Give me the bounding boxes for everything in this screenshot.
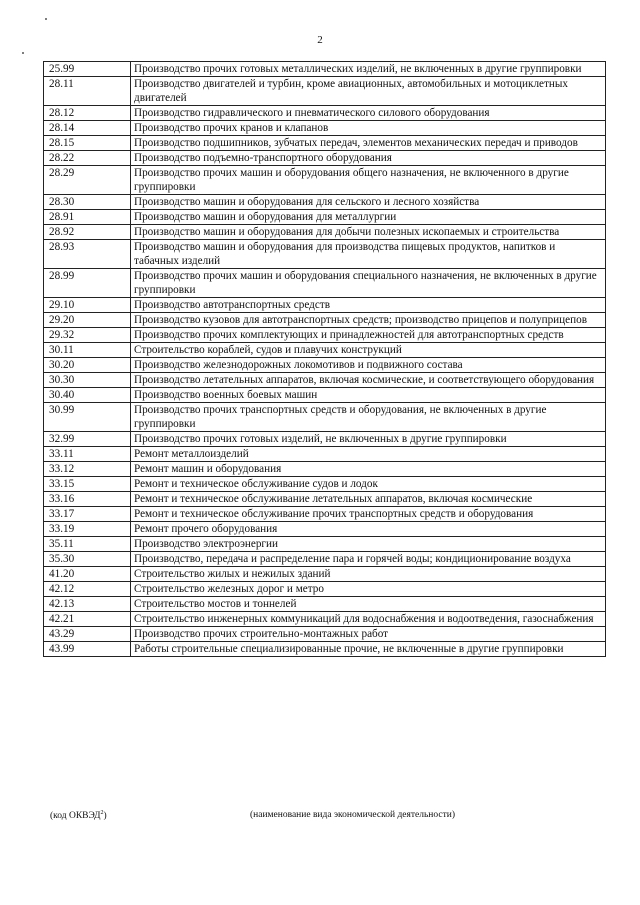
activity-name: Производство прочих готовых изделий, не включенных в другие группировки: [131, 432, 606, 447]
okved-code-caption-end: ): [103, 811, 107, 822]
table-row: [44, 298, 606, 313]
okved-code: 43.99: [44, 642, 131, 657]
table-row: [44, 582, 606, 597]
okved-code: 28.22: [44, 151, 131, 166]
page-number: 2: [317, 34, 323, 46]
activity-name: Производство прочих машин и оборудования специального назначения, не включенных в другие группировки: [131, 269, 606, 298]
activity-name: Производство машин и оборудования для сельского и лесного хозяйства: [131, 195, 606, 210]
okved-code: 42.21: [44, 612, 131, 627]
table-row: [44, 388, 606, 403]
table-row: [44, 522, 606, 537]
okved-code: 30.40: [44, 388, 131, 403]
okved-code: 29.20: [44, 313, 131, 328]
activity-name: Производство двигателей и турбин, кроме авиационных, автомобильных и мотоциклетных двигателей: [131, 77, 606, 106]
table-row: [44, 627, 606, 642]
table-row: [44, 106, 606, 121]
table-row: [44, 166, 606, 195]
table-row: [44, 567, 606, 582]
okved-code: 28.14: [44, 121, 131, 136]
okved-code: 33.17: [44, 507, 131, 522]
okved-code: 28.12: [44, 106, 131, 121]
table-row: [44, 447, 606, 462]
okved-code-caption: [50, 810, 107, 821]
activity-name: Ремонт прочего оборудования: [131, 522, 606, 537]
table-row: [44, 507, 606, 522]
table-row: [44, 477, 606, 492]
okved-code: 25.99: [44, 62, 131, 77]
okved-code: 35.30: [44, 552, 131, 567]
activity-name: Производство железнодорожных локомотивов и подвижного состава: [131, 358, 606, 373]
table-row: [44, 373, 606, 388]
activity-name-caption: (наименование вида экономической деятельности): [250, 810, 455, 820]
activity-name: Производство прочих готовых металлических изделий, не включенных в другие группировки: [131, 62, 606, 77]
table-row: [44, 62, 606, 77]
table-row: [44, 225, 606, 240]
scan-speck: [22, 52, 24, 54]
activity-name: Производство автотранспортных средств: [131, 298, 606, 313]
activity-name: Производство прочих кранов и клапанов: [131, 121, 606, 136]
okved-code: 35.11: [44, 537, 131, 552]
okved-code: 33.12: [44, 462, 131, 477]
table-row: [44, 210, 606, 225]
okved-code: 33.11: [44, 447, 131, 462]
table-row: [44, 403, 606, 432]
table-row: [44, 642, 606, 657]
okved-code: 30.30: [44, 373, 131, 388]
okved-code: 28.93: [44, 240, 131, 269]
activity-name: Производство прочих машин и оборудования общего назначения, не включенного в другие группировки: [131, 166, 606, 195]
footnote-mark: 2: [100, 810, 104, 816]
activity-name: Производство гидравлического и пневматического силового оборудования: [131, 106, 606, 121]
activity-name: Строительство кораблей, судов и плавучих конструкций: [131, 343, 606, 358]
activity-name: Ремонт и техническое обслуживание прочих транспортных средств и оборудования: [131, 507, 606, 522]
okved-code: 28.11: [44, 77, 131, 106]
activity-name: Строительство мостов и тоннелей: [131, 597, 606, 612]
okved-code: 28.92: [44, 225, 131, 240]
activity-name: Производство подшипников, зубчатых передач, элементов механических передач и приводов: [131, 136, 606, 151]
activity-name: Производство кузовов для автотранспортных средств; производство прицепов и полуприцепов: [131, 313, 606, 328]
okved-code: 28.91: [44, 210, 131, 225]
okved-code: 43.29: [44, 627, 131, 642]
table-row: [44, 240, 606, 269]
activity-name: Работы строительные специализированные прочие, не включенные в другие группировки: [131, 642, 606, 657]
okved-code: 30.11: [44, 343, 131, 358]
table-row: [44, 328, 606, 343]
okved-table-body: [44, 62, 606, 657]
table-row: [44, 195, 606, 210]
okved-code: 28.29: [44, 166, 131, 195]
okved-code: 33.15: [44, 477, 131, 492]
activity-name: Строительство инженерных коммуникаций для водоснабжения и водоотведения, газоснабжения: [131, 612, 606, 627]
activity-name: Производство машин и оборудования для добычи полезных ископаемых и строительства: [131, 225, 606, 240]
okved-code: 41.20: [44, 567, 131, 582]
activity-name: Строительство железных дорог и метро: [131, 582, 606, 597]
table-row: [44, 77, 606, 106]
activity-name: Производство летательных аппаратов, включая космические, и соответствующего оборудования: [131, 373, 606, 388]
activity-name: Производство военных боевых машин: [131, 388, 606, 403]
activity-name: Производство прочих комплектующих и принадлежностей для автотранспортных средств: [131, 328, 606, 343]
activity-name: Производство прочих строительно-монтажных работ: [131, 627, 606, 642]
table-row: [44, 462, 606, 477]
okved-code: 32.99: [44, 432, 131, 447]
okved-code-caption-text: (код ОКВЭД: [50, 811, 101, 822]
activity-name: Производство прочих транспортных средств и оборудования, не включенных в другие группировки: [131, 403, 606, 432]
table-row: [44, 358, 606, 373]
activity-name: Ремонт и техническое обслуживание летательных аппаратов, включая космические: [131, 492, 606, 507]
activity-name: Ремонт и техническое обслуживание судов и лодок: [131, 477, 606, 492]
okved-code: 29.10: [44, 298, 131, 313]
activity-name: Производство машин и оборудования для производства пищевых продуктов, напитков и табачных изделий: [131, 240, 606, 269]
okved-code: 28.99: [44, 269, 131, 298]
table-row: [44, 432, 606, 447]
okved-code: 33.16: [44, 492, 131, 507]
activity-name: Строительство жилых и нежилых зданий: [131, 567, 606, 582]
okved-code: 30.20: [44, 358, 131, 373]
okved-code: 28.30: [44, 195, 131, 210]
table-row: [44, 537, 606, 552]
activity-name: Производство, передача и распределение пара и горячей воды; кондиционирование воздуха: [131, 552, 606, 567]
table-row: [44, 313, 606, 328]
table-row: [44, 492, 606, 507]
scan-speck: [45, 18, 47, 20]
activity-name: Производство машин и оборудования для металлургии: [131, 210, 606, 225]
activity-name: Производство подъемно-транспортного оборудования: [131, 151, 606, 166]
okved-code: 42.13: [44, 597, 131, 612]
okved-code: 33.19: [44, 522, 131, 537]
activity-name: Ремонт машин и оборудования: [131, 462, 606, 477]
table-row: [44, 151, 606, 166]
okved-code: 28.15: [44, 136, 131, 151]
okved-table: [43, 61, 606, 657]
table-row: [44, 343, 606, 358]
table-row: [44, 121, 606, 136]
okved-code: 42.12: [44, 582, 131, 597]
activity-name: Производство электроэнергии: [131, 537, 606, 552]
table-row: [44, 597, 606, 612]
table-row: [44, 269, 606, 298]
table-row: [44, 136, 606, 151]
okved-code: 29.32: [44, 328, 131, 343]
activity-name: Ремонт металлоизделий: [131, 447, 606, 462]
okved-code: 30.99: [44, 403, 131, 432]
table-row: [44, 612, 606, 627]
table-row: [44, 552, 606, 567]
